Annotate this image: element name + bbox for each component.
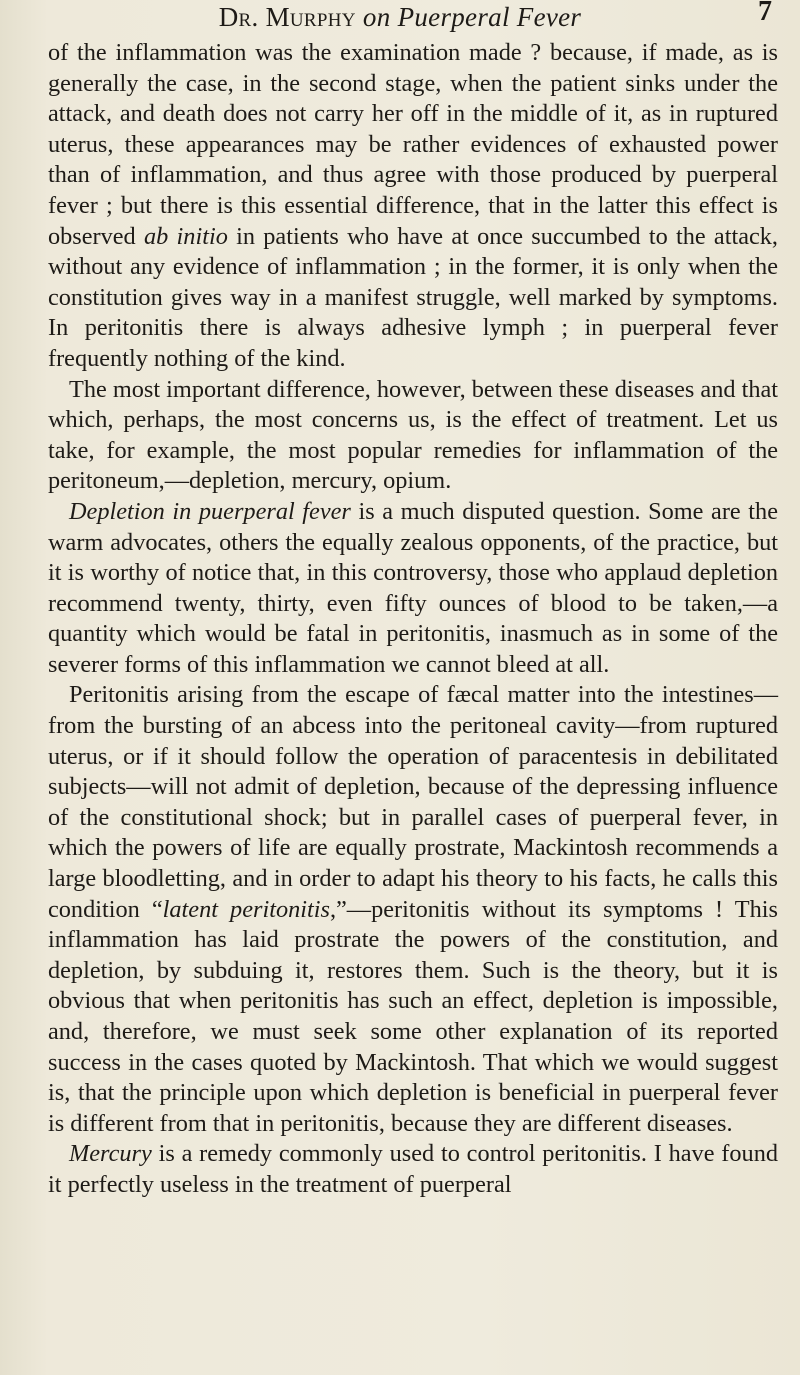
paragraph-2 xyxy=(48,375,778,497)
italic-run: ab initio xyxy=(143,222,228,250)
text-run: is a remedy commonly used to control peritonitis. I have found it perfectly useless in the treatment of puerperal xyxy=(48,1140,778,1198)
italic-run: latent peritonitis xyxy=(162,895,330,923)
text-run: The most important difference, however, between these diseases and that which, perhaps, the most concerns us, is the effect of treatment. Let us take, for example, the most popular remedies for inflammation of the peritoneum,—depletion, mercury, opium. xyxy=(48,375,779,495)
italic-run: Mercury xyxy=(69,1140,152,1168)
header-on: on xyxy=(362,2,391,32)
text-run: in patients who have at once succumbed to the attack, without any evidence of inflammation ; in the former, it is only when the constitution gives way in a manifest struggle, well marked by symptoms. In peritonitis there is always adhesive lymph ; in puerperal fever frequently nothing of the kind. xyxy=(48,222,778,372)
text-run: Peritonitis arising from the escape of fæcal matter into the intestines—from the bursting of an abcess into the peritoneal cavity—from ruptured uterus, or if it should follow the operation of paracentesis in debilitated subjects—will not admit of depletion, because of the depressing influence of the constitutional shock; but in parallel cases of puerperal fever, in which the powers of life are equally prostrate, Mackintosh recommends a large bloodletting, and in order to adapt his theory to his facts, he calls this condition “ xyxy=(48,681,778,923)
text-run: of the inflammation was the examination made ? because, if made, as is generally the case, in the second stage, when the patient sinks under the attack, and death does not carry her off in the middle of it, as in ruptured uterus, these appearances may be rather evidences of exhausted power than of inflammation, and thus agree with those produced by puerperal fever ; but there is this essential difference, that in the latter this effect is observed xyxy=(48,39,778,250)
paragraph-3 xyxy=(48,497,778,681)
header-author: Dr. Murphy xyxy=(218,2,356,32)
text-run: ,”—peritonitis without its symptoms ! This inflammation has laid prostrate the powers of the constitution, and depletion, by subduing it, restores them. Such is the theory, but it is obvious that when peritonitis has such an effect, depletion is impossible, and, therefore, we must seek some other explanation of its reported success in the cases quoted by Mackintosh. That which we would suggest is, that the principle upon which depletion is beneficial in puerperal fever is different from that in peritonitis, because they are different diseases. xyxy=(48,895,778,1137)
text-run: is a much disputed question. Some are the warm advocates, others the equally zealous opponents, of the practice, but it is worthy of notice that, in this controversy, those who applaud depletion recommend twenty, thirty, even fifty ounces of blood to be taken,—a quantity which would be fatal in peritonitis, inasmuch as in some of the severer forms of this inflammation we cannot bleed at all. xyxy=(48,497,778,678)
running-title xyxy=(0,2,800,33)
header-title: Puerperal Fever xyxy=(397,2,582,32)
italic-run: Depletion in puerperal fever xyxy=(69,497,351,525)
body-text xyxy=(48,38,778,1201)
paragraph-4 xyxy=(48,680,778,1139)
paragraph-1 xyxy=(48,38,778,375)
paragraph-5 xyxy=(48,1139,778,1200)
running-head xyxy=(0,2,800,34)
page-number: 7 xyxy=(758,0,772,27)
